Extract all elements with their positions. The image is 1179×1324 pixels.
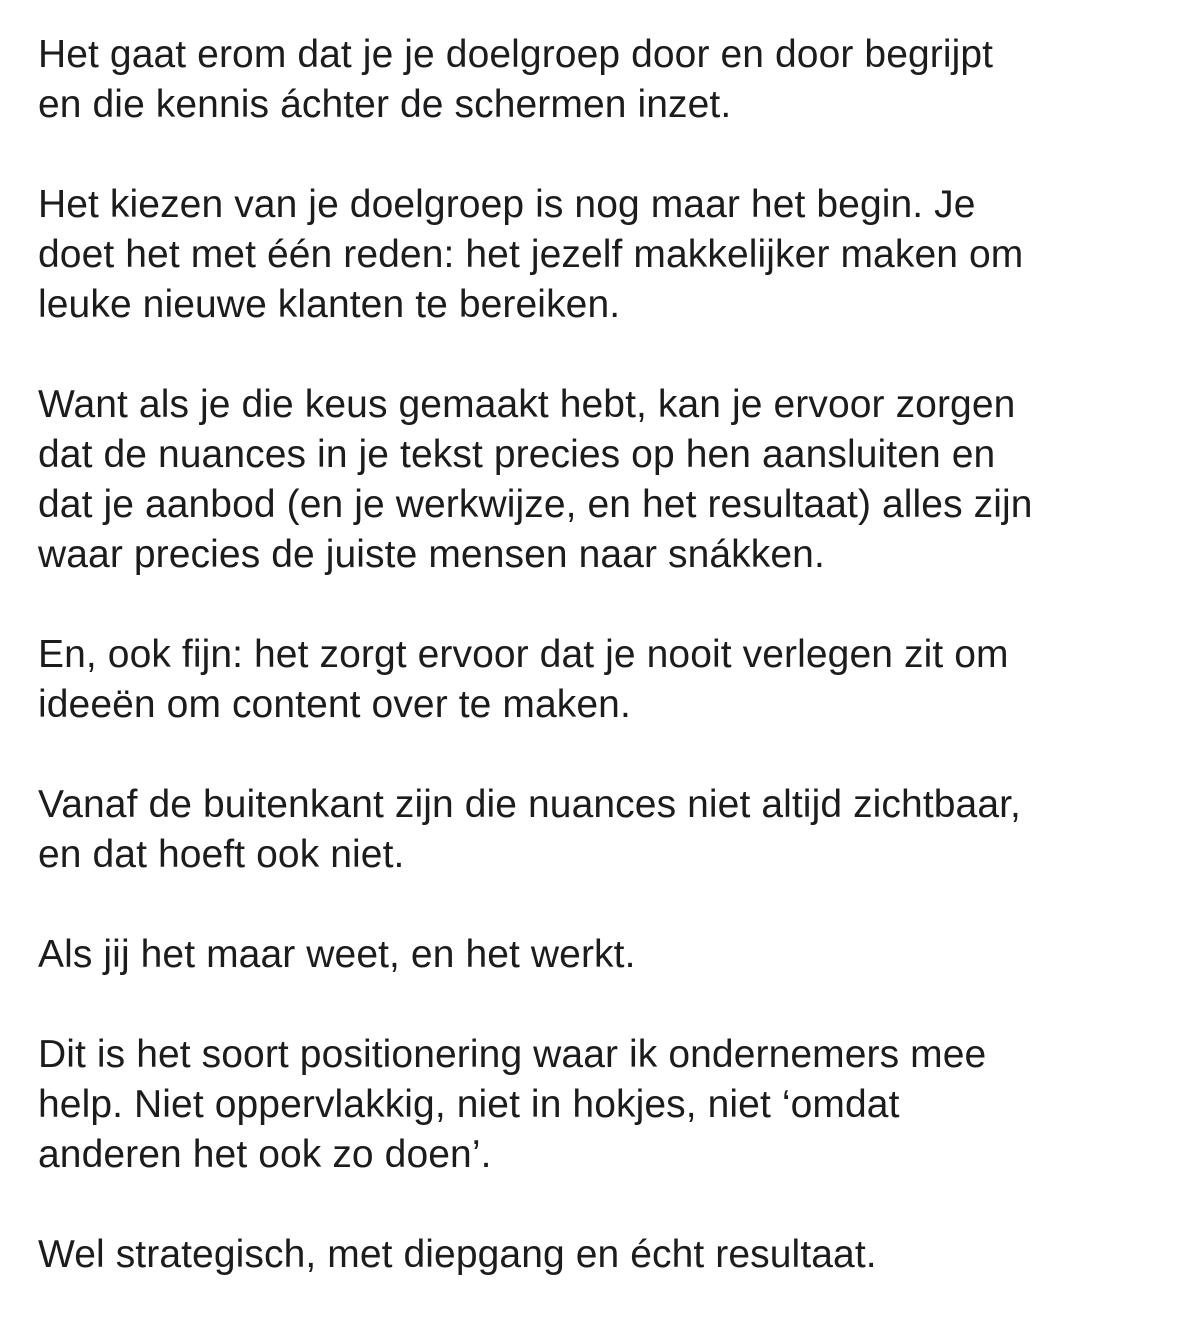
text-line: doet het met één reden: het jezelf makkelijker maken om [38,233,1024,276]
text-line: en die kennis áchter de schermen inzet. [38,83,732,126]
text-line: Het kiezen van je doelgroep is nog maar het begin. Je [38,183,976,226]
text-line: Dit is het soort positionering waar ik ondernemers mee [38,1033,987,1076]
text-line: dat je aanbod (en je werkwijze, en het resultaat) alles zijn [38,483,1033,526]
text-line: anderen het ook zo doen’. [38,1133,492,1176]
text-line: En, ook fijn: het zorgt ervoor dat je nooit verlegen zit om [38,633,1009,676]
paragraph-6 [38,930,1158,980]
paragraph-5 [38,780,1158,880]
text-line: en dat hoeft ook niet. [38,833,405,876]
paragraph-1 [38,30,1158,130]
text-line: Wel strategisch, met diepgang en écht resultaat. [38,1233,877,1276]
text-line: Vanaf de buitenkant zijn die nuances niet altijd zichtbaar, [38,783,1021,826]
text-line: Want als je die keus gemaakt hebt, kan je ervoor zorgen [38,383,1016,426]
paragraph-4 [38,630,1158,730]
text-line: dat de nuances in je tekst precies op hen aansluiten en [38,433,996,476]
text-line: Het gaat erom dat je je doelgroep door en door begrijpt [38,33,994,76]
post-body [38,30,1158,1280]
paragraph-2 [38,180,1158,330]
paragraph-8 [38,1230,1158,1280]
text-line: leuke nieuwe klanten te bereiken. [38,283,621,326]
text-line: ideeën om content over te maken. [38,683,631,726]
text-line: help. Niet oppervlakkig, niet in hokjes, niet ‘omdat [38,1083,900,1126]
text-line: Als jij het maar weet, en het werkt. [38,933,636,976]
paragraph-3 [38,380,1158,580]
paragraph-7 [38,1030,1158,1180]
text-line: waar precies de juiste mensen naar snákken. [38,533,825,576]
